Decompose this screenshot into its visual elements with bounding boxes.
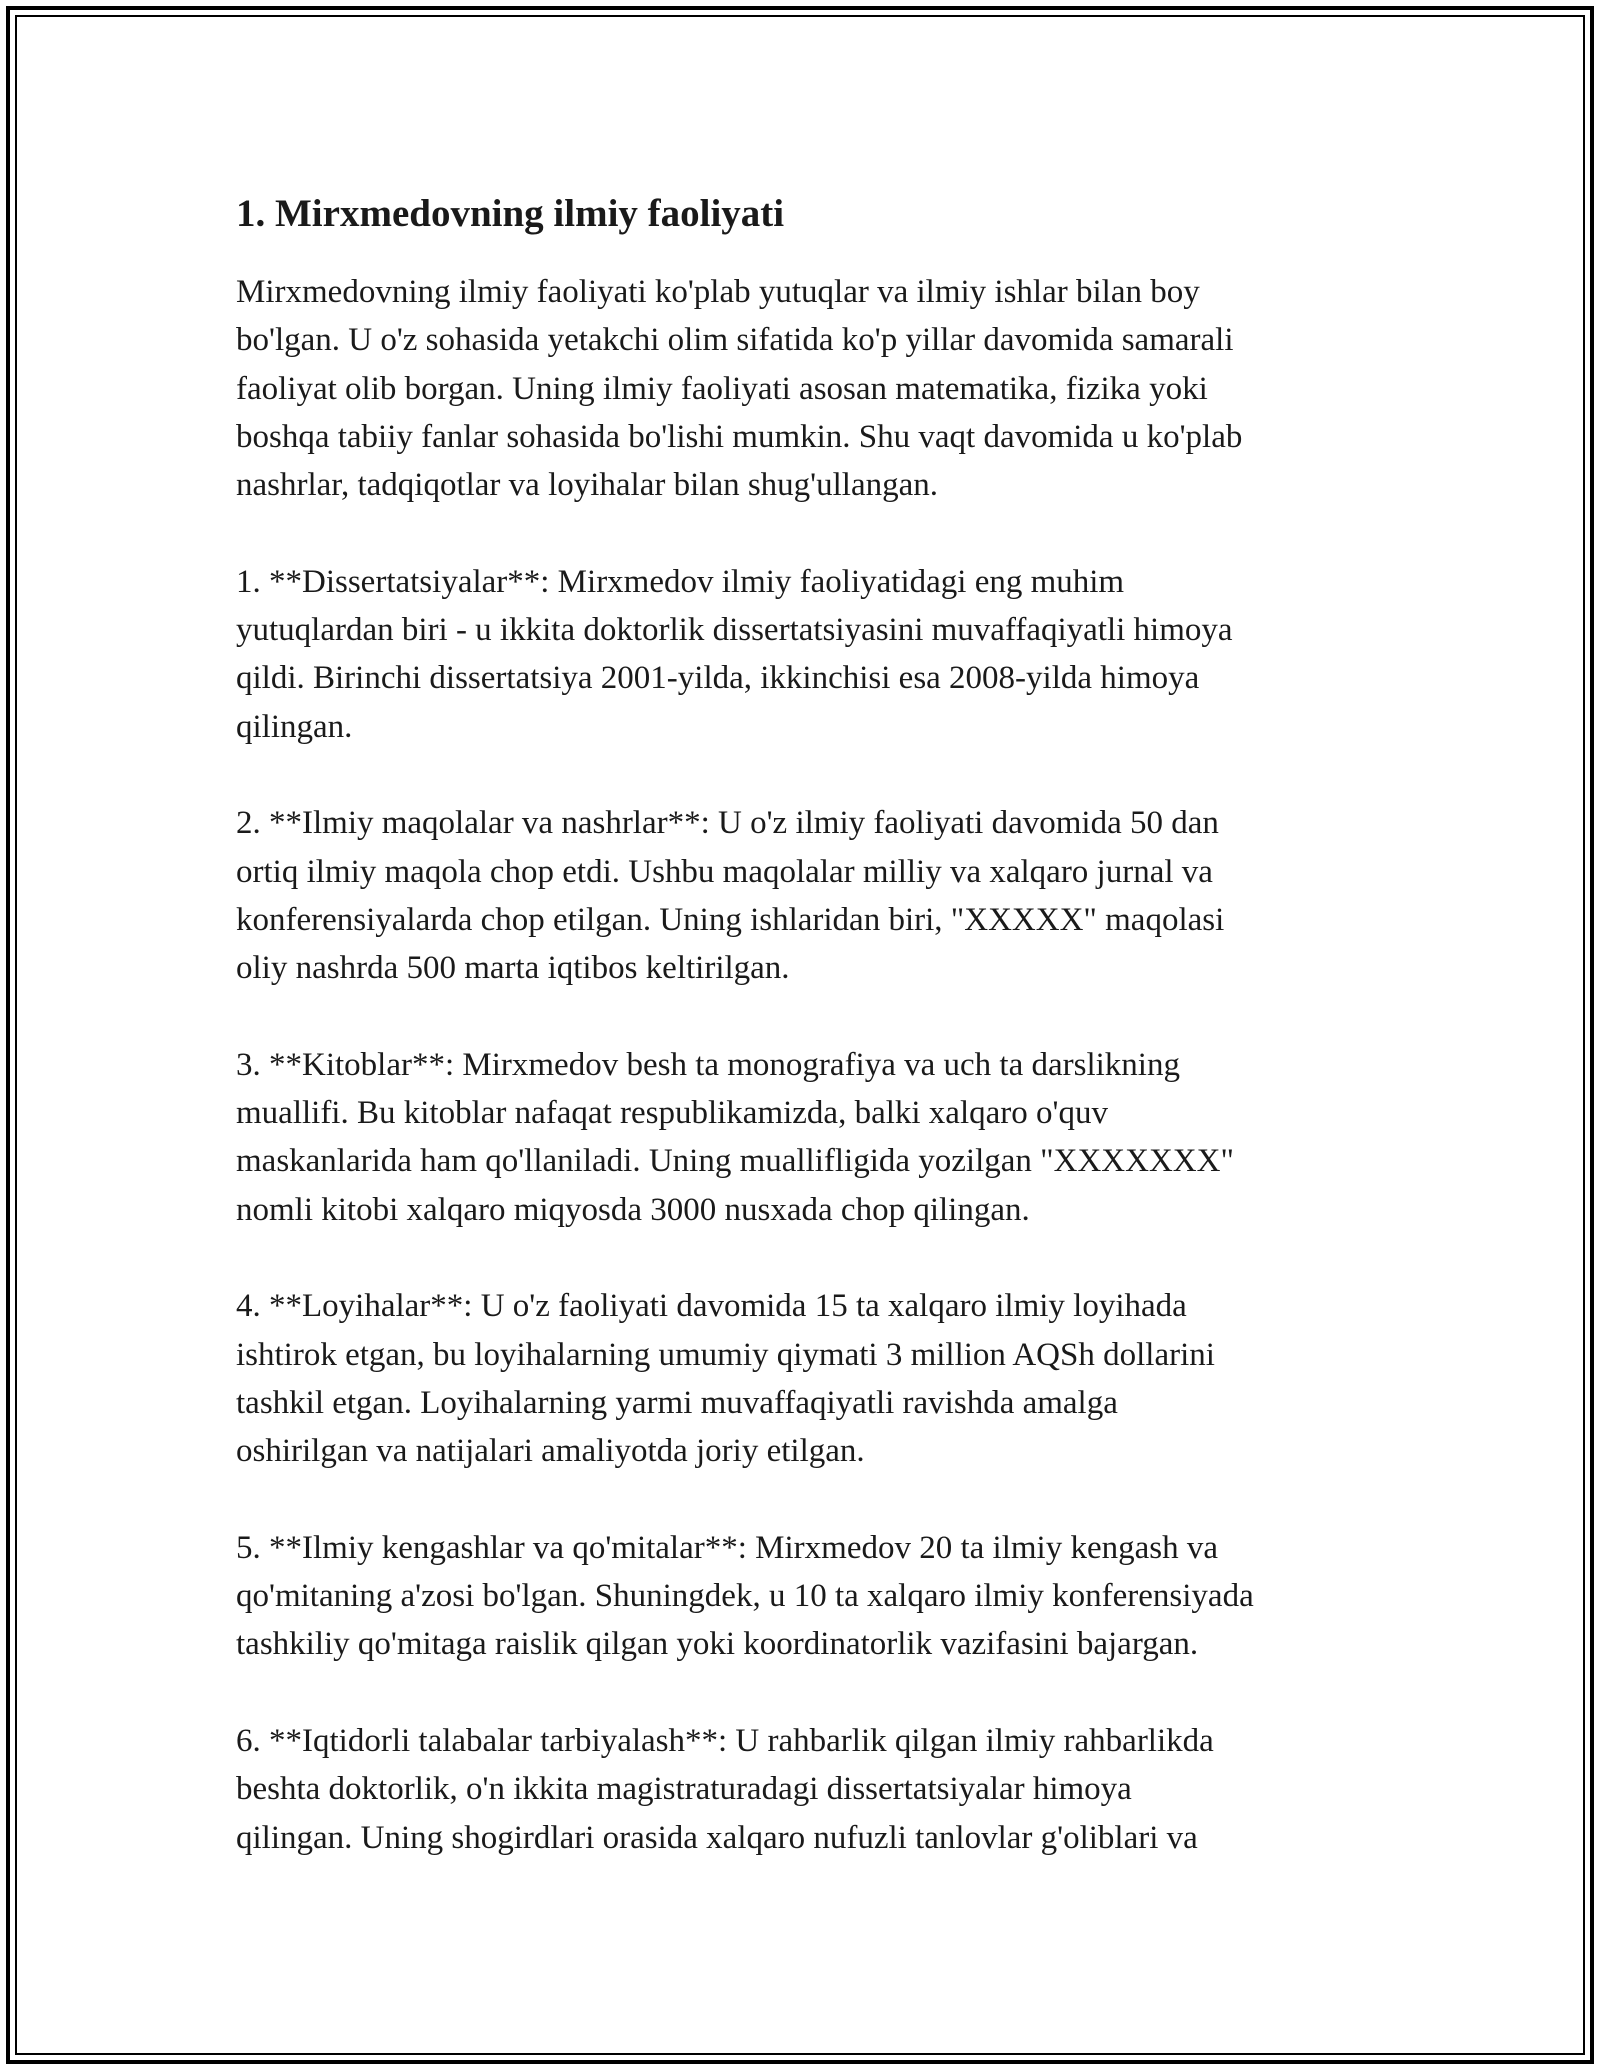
list-item-councils: 5. **Ilmiy kengashlar va qo'mitalar**: Mirxmedov 20 ta ilmiy kengash va qo'mitaning a'zosi bo'lgan. Shuningdek, u 10 ta xalqaro ilmiy konferensiyada tashkiliy qo'mitaga raislik qilgan yoki koordinatorlik vazifasini bajargan.: [236, 1529, 1254, 1663]
paragraph-spacer: [236, 751, 1376, 799]
paragraph-spacer: [236, 1475, 1376, 1523]
list-item-books: 3. **Kitoblar**: Mirxmedov besh ta monografiya va uch ta darslikning muallifi. Bu kitoblar nafaqat respublikamizda, balki xalqaro o'quv maskanlarida ham qo'llaniladi. Uning muallifligida yozilgan "XXXXXXX" nomli kitobi xalqaro miqyosda 3000 nusxada chop qilingan.: [236, 1046, 1234, 1228]
intro-paragraph: Mirxmedovning ilmiy faoliyati ko'plab yutuqlar va ilmiy ishlar bilan boy bo'lgan. U o'z sohasida yetakchi olim sifatida ko'p yillar davomida samarali faoliyat olib borgan. Uning ilmiy faoliyati asosan matematika, fizika yoki boshqa tabiiy fanlar sohasida bo'lishi mumkin. Shu vaqt davomida u ko'plab nashrlar, tadqiqotlar va loyihalar bilan shug'ullangan.: [236, 274, 1243, 504]
paragraph-spacer: [236, 1234, 1376, 1282]
list-item-dissertations: 1. **Dissertatsiyalar**: Mirxmedov ilmiy faoliyatidagi eng muhim yutuqlardan biri - u ikkita doktorlik dissertatsiyasini muvaffaqiyatli himoya qildi. Birinchi dissertatsiya 2001-yilda, ikkinchisi esa 2008-yilda himoya qilingan.: [236, 563, 1233, 745]
list-item-projects: 4. **Loyihalar**: U o'z faoliyati davomida 15 ta xalqaro ilmiy loyihada ishtirok etgan, bu loyihalarning umumiy qiymati 3 million AQSh dollarini tashkil etgan. Loyihalarning yarmi muvaffaqiyatli ravishda amalga oshirilgan va natijalari amaliyotda joriy etilgan.: [236, 1288, 1215, 1470]
list-item-students: 6. **Iqtidorli talabalar tarbiyalash**: U rahbarlik qilgan ilmiy rahbarlikda beshta doktorlik, o'n ikkita magistraturadagi dissertatsiyalar himoya qilingan. Uning shogirdlari orasida xalqaro nufuzli tanlovlar g'oliblari va: [236, 1722, 1214, 1856]
document-body: [236, 190, 1376, 1862]
paragraph-spacer: [236, 992, 1376, 1040]
list-item-publications: 2. **Ilmiy maqolalar va nashrlar**: U o'z ilmiy faoliyati davomida 50 dan ortiq ilmiy maqola chop etdi. Ushbu maqolalar milliy va xalqaro jurnal va konferensiyalarda chop etilgan. Uning ishlaridan biri, "XXXXX" maqolasi oliy nashrda 500 marta iqtibos keltirilgan.: [236, 805, 1225, 987]
paragraph-spacer: [236, 509, 1376, 557]
paragraph-spacer: [236, 1669, 1376, 1717]
section-heading: 1. Mirxmedovning ilmiy faoliyati: [236, 192, 785, 235]
